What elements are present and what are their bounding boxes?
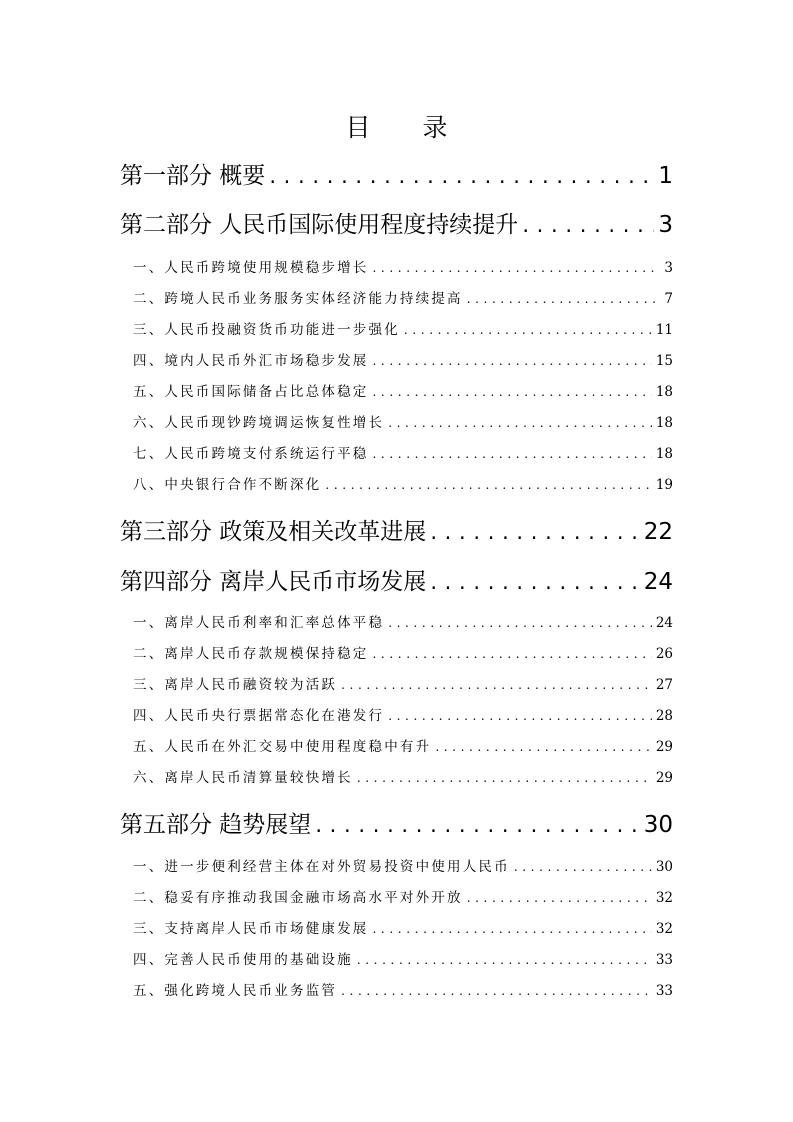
toc-section-entry[interactable] — [133, 442, 673, 464]
toc-entry-title: 第二部分 人民币国际使用程度持续提升 — [120, 212, 519, 238]
toc-leader-dots — [373, 385, 652, 399]
toc-leader-dots — [522, 213, 654, 237]
toc-section-entry[interactable] — [133, 349, 673, 371]
toc-section-entry[interactable] — [133, 411, 673, 433]
toc-section-entry[interactable] — [133, 318, 673, 340]
toc-leader-dots — [373, 354, 652, 368]
toc-section-entry[interactable] — [133, 917, 673, 939]
toc-section-entry[interactable] — [133, 886, 673, 908]
toc-leader-dots — [373, 261, 661, 275]
toc-leader-dots — [357, 771, 652, 785]
toc-leader-dots — [373, 647, 652, 661]
toc-part-entry[interactable] — [120, 206, 673, 240]
toc-entry-title: 六、人民币现钞跨境调运恢复性增长 — [133, 415, 385, 431]
toc-entry-page: 32 — [655, 921, 673, 937]
toc-part-entry[interactable] — [120, 513, 673, 547]
toc-entry-title: 五、强化跨境人民币业务监管 — [133, 983, 338, 999]
toc-entry-title: 四、境内人民币外汇市场稳步发展 — [133, 353, 369, 369]
toc-section-entry[interactable] — [133, 287, 673, 309]
toc-entry-page: 33 — [655, 952, 673, 968]
toc-entry-page: 29 — [655, 739, 673, 755]
toc-leader-dots — [404, 323, 652, 337]
toc-entry-page: 30 — [655, 859, 673, 875]
toc-section-entry[interactable] — [133, 611, 673, 633]
toc-entry-title: 三、离岸人民币融资较为活跃 — [133, 677, 338, 693]
toc-leader-dots — [388, 616, 652, 630]
toc-entry-title: 七、人民币跨境支付系统运行平稳 — [133, 446, 369, 462]
toc-section-entry[interactable] — [133, 766, 673, 788]
toc-leader-dots — [373, 447, 652, 461]
toc-leader-dots — [325, 478, 651, 492]
toc-entry-title: 三、人民币投融资货币功能进一步强化 — [133, 322, 400, 338]
toc-leader-dots — [357, 953, 652, 967]
toc-entry-title: 八、中央银行合作不断深化 — [133, 477, 322, 493]
toc-entry-page: 32 — [655, 890, 673, 906]
toc-entry-page: 27 — [655, 677, 673, 693]
toc-entry-page: 26 — [655, 646, 673, 662]
toc-section-entry[interactable] — [133, 704, 673, 726]
toc-leader-dots — [467, 292, 661, 306]
toc-entry-title: 二、离岸人民币存款规模保持稳定 — [133, 646, 369, 662]
toc-entry-page: 3 — [664, 260, 673, 276]
toc-entry-title: 一、离岸人民币利率和汇率总体平稳 — [133, 615, 385, 631]
toc-entry-title: 第三部分 政策及相关改革进展 — [120, 519, 427, 545]
toc-leader-dots — [467, 891, 652, 905]
toc-part-entry[interactable] — [120, 157, 673, 191]
toc-entry-page: 18 — [655, 446, 673, 462]
toc-leader-dots — [269, 164, 654, 188]
toc-entry-page: 18 — [655, 415, 673, 431]
toc-entry-title: 第四部分 离岸人民币市场发展 — [120, 569, 427, 595]
toc-leader-dots — [514, 860, 652, 874]
toc-section-entry[interactable] — [133, 673, 673, 695]
toc-entry-title: 第五部分 趋势展望 — [120, 812, 312, 838]
toc-leader-dots — [341, 678, 652, 692]
toc-entry-page: 24 — [655, 615, 673, 631]
toc-section-entry[interactable] — [133, 256, 673, 278]
toc-part-entry[interactable] — [120, 563, 673, 597]
toc-entry-page: 3 — [658, 212, 673, 238]
toc-entry-page: 19 — [655, 477, 673, 493]
toc-section-entry[interactable] — [133, 380, 673, 402]
toc-entry-title: 五、人民币国际储备占比总体稳定 — [133, 384, 369, 400]
toc-entry-title: 二、稳妥有序推动我国金融市场高水平对外开放 — [133, 890, 463, 906]
toc-leader-dots — [341, 984, 652, 998]
toc-entry-page: 30 — [643, 812, 673, 838]
toc-entry-page: 11 — [655, 322, 673, 338]
toc-entry-page: 29 — [655, 770, 673, 786]
toc-entry-title: 一、进一步便利经营主体在对外贸易投资中使用人民币 — [133, 859, 510, 875]
toc-title: 目 录 — [345, 113, 470, 142]
toc-entry-title: 五、人民币在外汇交易中使用程度稳中有升 — [133, 739, 432, 755]
toc-entry-title: 第一部分 概要 — [120, 163, 266, 189]
toc-section-entry[interactable] — [133, 855, 673, 877]
toc-entry-page: 7 — [664, 291, 673, 307]
toc-leader-dots — [315, 813, 639, 837]
toc-part-entry[interactable] — [120, 806, 673, 840]
toc-section-entry[interactable] — [133, 948, 673, 970]
toc-entry-title: 四、完善人民币使用的基础设施 — [133, 952, 353, 968]
toc-entry-title: 六、离岸人民币清算量较快增长 — [133, 770, 353, 786]
toc-section-entry[interactable] — [133, 979, 673, 1001]
toc-entry-title: 三、支持离岸人民币市场健康发展 — [133, 921, 369, 937]
toc-leader-dots — [430, 570, 639, 594]
toc-entry-title: 四、人民币央行票据常态化在港发行 — [133, 708, 385, 724]
toc-entry-title: 一、人民币跨境使用规模稳步增长 — [133, 260, 369, 276]
toc-section-entry[interactable] — [133, 642, 673, 664]
toc-leader-dots — [435, 740, 652, 754]
toc-leader-dots — [388, 709, 652, 723]
toc-entry-page: 33 — [655, 983, 673, 999]
toc-leader-dots — [388, 416, 652, 430]
toc-entry-page: 22 — [643, 519, 673, 545]
toc-entry-page: 24 — [643, 569, 673, 595]
toc-entry-page: 15 — [655, 353, 673, 369]
toc-entry-page: 28 — [655, 708, 673, 724]
toc-section-entry[interactable] — [133, 473, 673, 495]
toc-entry-page: 1 — [658, 163, 673, 189]
toc-entry-title: 二、跨境人民币业务服务实体经济能力持续提高 — [133, 291, 463, 307]
toc-section-entry[interactable] — [133, 735, 673, 757]
toc-leader-dots — [373, 922, 652, 936]
toc-leader-dots — [430, 520, 639, 544]
toc-entry-page: 18 — [655, 384, 673, 400]
